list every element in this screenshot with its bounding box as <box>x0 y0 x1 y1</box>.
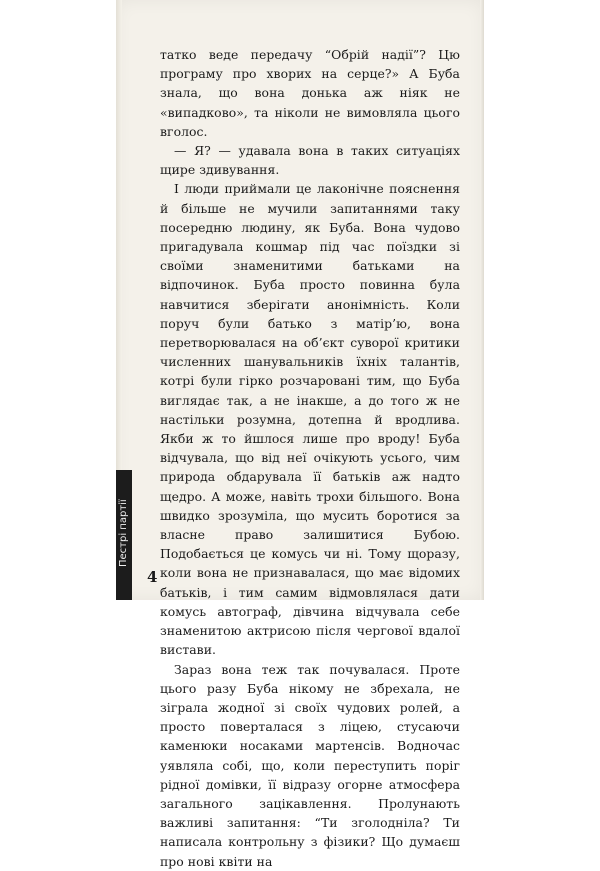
paragraph: Зараз вона теж так почувалася. Проте цього разу Буба нікому не збрехала, не зіграла жодної зі своїх чудових ролей, а просто поверталася з ліцею, стусаючи каменюки носаками мартенсів. Водночас уявляла собі, що, коли переступить поріг рідної домівки, її відразу огорне атмосфера загального зацікавлення. Пролунають важливі запитання: “Ти зголодніла? Ти написала контрольну з фізики? Що думаєш про нові квіти на <box>160 661 460 869</box>
paragraph: І люди приймали це лаконічне пояснення й більше не мучили запитаннями таку посередню людину, як Буба. Вона чудово пригадувала кошмар під час поїздки зі своїми знаменитими батьками на відпочинок. Буба просто повинна була навчитися зберігати анонімність. Коли поруч були батько з матір’ю, вона перетворювалася на об’єкт суворої критики численних шанувальників їхніх талантів, котрі були гірко розчаровані тим, що Буба виглядає так, а не інакше, а до того ж не настільки розумна, дотепна й вродлива. Якби ж то йшлося лише про вроду! Буба відчувала, що від неї очікують усього, чим природа обдарувала її батьків аж надто щедро. А може, навіть трохи більшого. Вона швидко зрозуміла, що мусить боротися за власне право залишитися Бубою. Подобається це комусь чи ні. Тому щоразу, коли вона не признавалася, що має відомих батьків, і тим самим відмовлялася дати комусь автограф, дівчина відчувала себе знаменитою актрисою після чергової вдалої вистави. <box>160 181 460 658</box>
section-side-tab-label: Пестрі партії <box>118 499 129 567</box>
body-text <box>160 45 460 871</box>
paragraph: — Я? — удавала вона в таких ситуаціях щире здивування. <box>160 143 460 178</box>
page-outer-edge <box>480 0 484 600</box>
paragraph: татко веде передачу “Обрій надії”? Цю програму про хворих на серце?» А Буба знала, що вона донька аж ніяк не «випадково», та ніколи не вимовляла цього вголос. <box>160 47 460 139</box>
page-number: 4 <box>147 568 158 586</box>
